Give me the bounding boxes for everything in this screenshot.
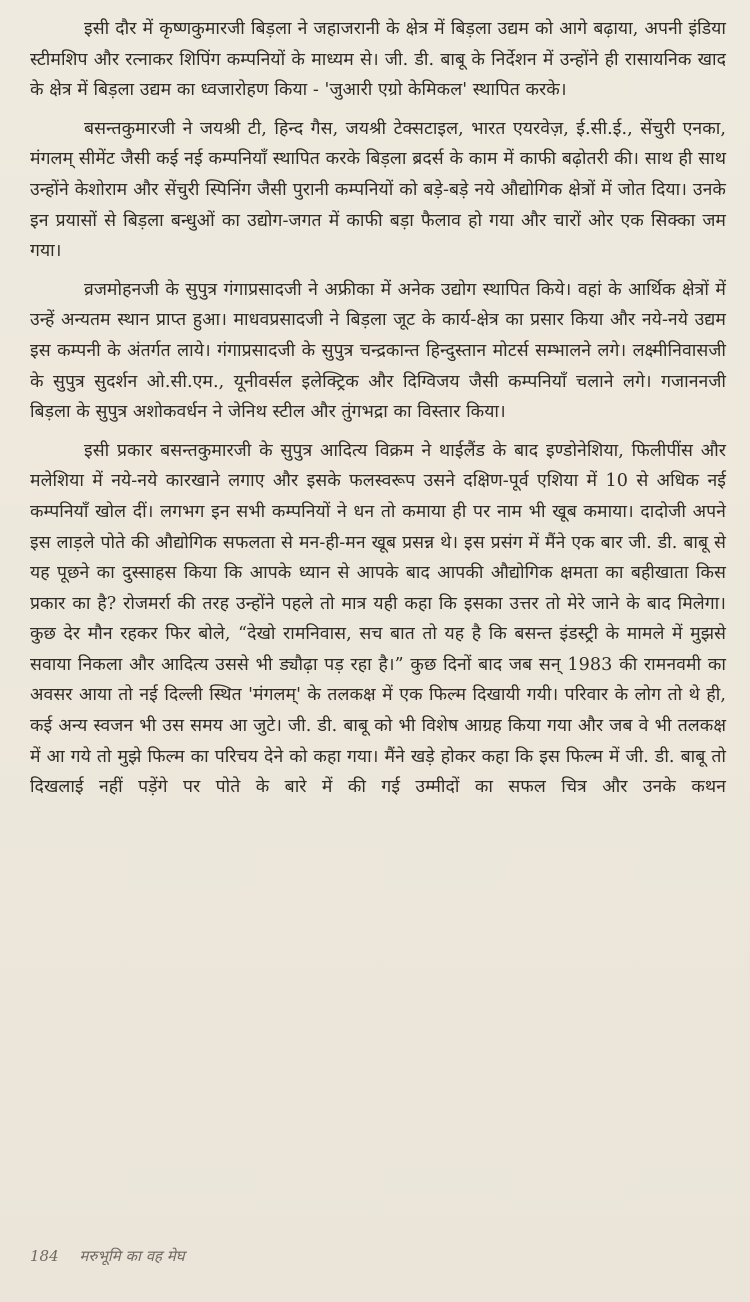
paragraph-3: व्रजमोहनजी के सुपुत्र गंगाप्रसादजी ने अफ्रीका में अनेक उद्योग स्थापित किये। वहां के आर्थिक क्षेत्रों में उन्हें अन्यतम स्थान प्राप्त हुआ। माधवप्रसादजी ने बिड़ला जूट के कार्य-क्षेत्र का प्रसार किया और नये-नये उद्यम इस कम्पनी के अंतर्गत लाये। गंगाप्रसादजी के सुपुत्र चन्द्रकान्त हिन्दुस्तान मोटर्स सम्भालने लगे। लक्ष्मीनिवासजी के सुपुत्र सुदर्शन ओ.सी.एम., यूनीवर्सल इलेक्ट्रिक और दिग्विजय जैसी कम्पनियाँ चलाने लगे। गजाननजी बिड़ला के सुपुत्र अशोकवर्धन ने जेनिथ स्टील और तुंगभद्रा का विस्तार किया। — [30, 279, 726, 423]
page-number: 184 — [30, 1247, 59, 1265]
page-footer — [30, 1246, 185, 1266]
paragraph-4: इसी प्रकार बसन्तकुमारजी के सुपुत्र आदित्य विक्रम ने थाईलैंड के बाद इण्डोनेशिया, फिलीपींस और मलेशिया में नये-नये कारखाने लगाए और इसके फलस्वरूप उसने दक्षिण-पूर्व एशिया में 10 से अधिक नई कम्पनियाँ खोल दीं। लगभग इन सभी कम्पनियों ने धन तो कमाया ही पर नाम भी खूब कमाया। दादोजी अपने इस लाड़ले पोते की औद्योगिक सफलता से मन-ही-मन खूब प्रसन्न थे। इस प्रसंग में मैंने एक बार जी. डी. बाबू से यह पूछने का दुस्साहस किया कि आपके ध्यान से आपके बाद आपकी औद्योगिक क्षमता का बहीखाता किस प्रकार का है? रोजमर्रा की तरह उन्होंने पहले तो मात्र यही कहा कि इसका उत्तर तो मेरे जाने के बाद मिलेगा। कुछ देर मौन रहकर फिर बोले, “देखो रामनिवास, सच बात तो यह है कि बसन्त इंडस्ट्री के मामले में मुझसे सवाया निकला और आदित्य उससे भी ड्यौढ़ा पड़ रहा है।” कुछ दिनों बाद जब सन् 1983 की रामनवमी का अवसर आया तो नई दिल्ली स्थित 'मंगलम्' के तलकक्ष में एक फिल्म दिखायी गयी। परिवार के लोग तो थे ही, कई अन्य स्वजन भी उस समय आ जुटे। जी. डी. बाबू को भी विशेष आग्रह किया गया और जब वे भी तलकक्ष में आ गये तो मुझे फिल्म का परिचय देने को कहा गया। मैंने खड़े होकर कहा कि इस फिल्म में जी. डी. बाबू तो दिखलाई नहीं पड़ेंगे पर पोते के बारे में की गई उम्मीदों का सफल चित्र और उनके कथन — [30, 440, 727, 798]
paragraph-1: इसी दौर में कृष्णकुमारजी बिड़ला ने जहाजरानी के क्षेत्र में बिड़ला उद्यम को आगे बढ़ाया, अपनी इंडिया स्टीमशिप और रत्नाकर शिपिंग कम्पनियों के माध्यम से। जी. डी. बाबू के निर्देशन में उन्होंने ही रासायनिक खाद के क्षेत्र में बिड़ला उद्यम का ध्वजारोहण किया - 'जुआरी एग्रो केमिकल' स्थापित करके। — [30, 19, 726, 101]
running-title: मरुभूमि का वह मेघ — [79, 1247, 185, 1265]
body-text — [30, 14, 726, 803]
paragraph-2: बसन्तकुमारजी ने जयश्री टी, हिन्द गैस, जयश्री टेक्सटाइल, भारत एयरवेज़, ई.सी.ई., सेंचुरी एनका, मंगलम् सीमेंट जैसी कई नई कम्पनियाँ स्थापित करके बिड़ला ब्रदर्स के काम में काफी बढ़ोतरी की। साथ ही साथ उन्होंने केशोराम और सेंचुरी स्पिनिंग जैसी पुरानी कम्पनियों को बड़े-बड़े नये औद्योगिक क्षेत्रों में जोत दिया। उनके इन प्रयासों से बिड़ला बन्धुओं का उद्योग-जगत में काफी बड़ा फैलाव हो गया और चारों ओर एक सिक्का जम गया। — [30, 118, 726, 262]
